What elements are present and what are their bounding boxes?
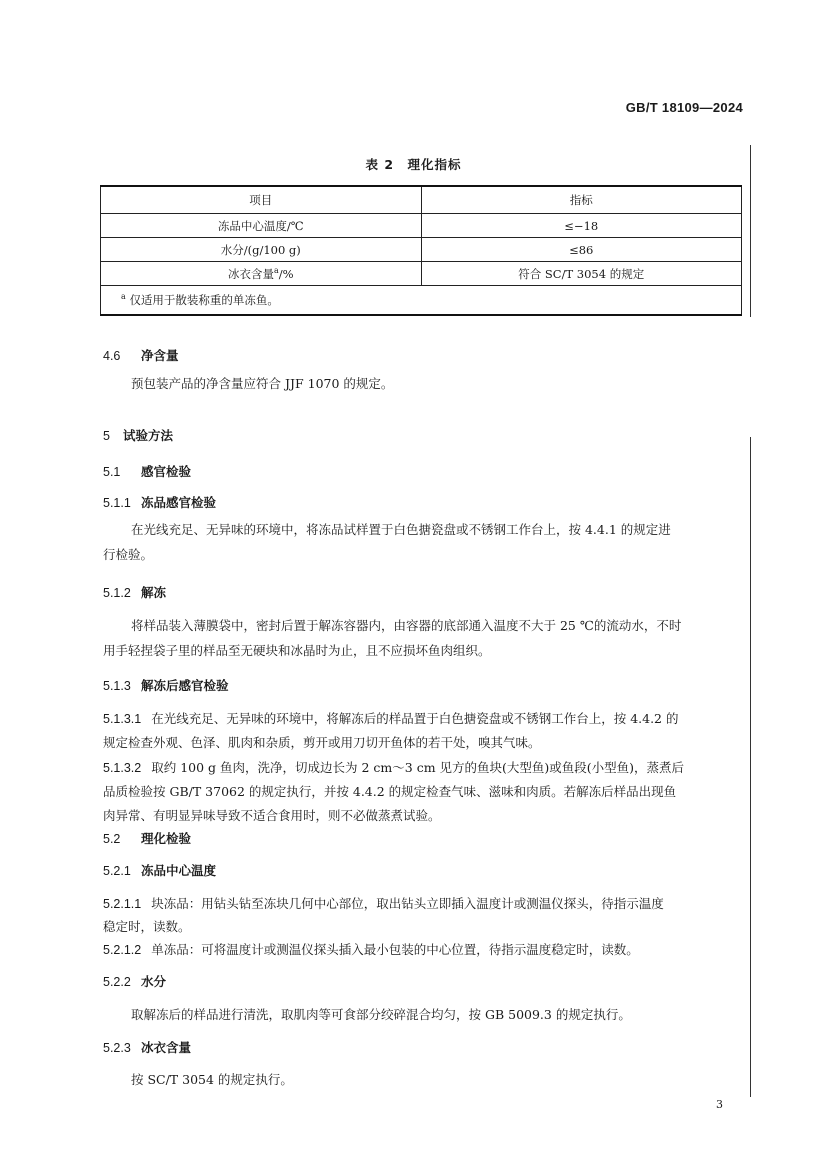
table-row: [101, 238, 742, 262]
spec-table: [100, 185, 742, 316]
table-row: [101, 214, 742, 238]
paragraph-line: [103, 892, 743, 916]
section-number: 5.1.2: [103, 586, 131, 600]
section-heading: [103, 346, 179, 364]
footnote-text: 仅适用于散装称重的单冻鱼。: [129, 293, 279, 307]
section-title: 冻品中心温度: [141, 863, 217, 878]
cell-value: ≤−18: [421, 214, 742, 238]
clause-number: 5.1.3.2: [103, 761, 142, 775]
section-heading: [103, 861, 216, 879]
table-title: 表 2 理化指标: [365, 157, 462, 172]
paragraph: 取解冻后的样品进行清洗，取肌肉等可食部分绞碎混合均匀，按 GB 5009.3 的规定执行。: [131, 1007, 631, 1022]
standard-code: GB/T 18109—2024: [625, 100, 743, 115]
section-heading: [103, 426, 173, 444]
paragraph-line: [103, 707, 743, 731]
clause-number: 5.1.3.1: [103, 712, 142, 726]
section-number: 5.2.3: [103, 1041, 131, 1055]
paragraph: 预包装产品的净含量应符合 JJF 1070 的规定。: [131, 376, 394, 391]
footnote-mark: a: [121, 292, 126, 302]
cell-item: 水分/(g/100 g): [101, 238, 422, 262]
table-row: [101, 262, 742, 286]
clause-number: 5.2.1.2: [103, 943, 142, 957]
table-footnote: [101, 286, 742, 316]
clause-text: 取约 100 g 鱼肉，洗净，切成边长为 2 cm～3 cm 见方的鱼块(大型鱼)或鱼段(小型鱼)，蒸煮后: [151, 760, 685, 775]
section-title: 净含量: [141, 348, 179, 363]
section-title: 理化检验: [141, 831, 192, 846]
clause-text: 单冻品：可将温度计或测温仪探头插入最小包装的中心位置，待指示温度稳定时，读数。: [151, 942, 639, 957]
section-number: 5.2.2: [103, 975, 131, 989]
paragraph-line: 用手轻捏袋子里的样品至无硬块和冰晶时为止，且不应损坏鱼肉组织。: [103, 643, 491, 658]
section-heading: [103, 583, 166, 601]
section-number: 5: [103, 429, 110, 443]
paragraph-line: [103, 938, 743, 962]
section-title: 解冻后感官检验: [141, 678, 229, 693]
paragraph: 按 SC/T 3054 的规定执行。: [131, 1072, 293, 1087]
section-title: 解冻: [141, 585, 167, 600]
section-title: 感官检验: [141, 464, 192, 479]
paragraph-line: 稳定时，读数。: [103, 919, 191, 934]
section-number: 5.1.1: [103, 496, 131, 510]
cell-item: 冻品中心温度/℃: [101, 214, 422, 238]
cell-value: 符合 SC/T 3054 的规定: [421, 262, 742, 286]
paragraph-line: [103, 756, 743, 780]
paragraph-line: 品质检验按 GB/T 37062 的规定执行，并按 4.4.2 的规定检查气味、滋味和肉质。若解冻后样品出现鱼: [103, 784, 677, 799]
footnote-ref: a: [273, 265, 279, 275]
column-header-value: 指标: [421, 186, 742, 214]
cell-value: ≤86: [421, 238, 742, 262]
cell-item-text: 冰衣含量: [227, 266, 274, 281]
clause-number: 5.2.1.1: [103, 897, 142, 911]
section-title: 水分: [141, 974, 167, 989]
column-header-item: 项目: [101, 186, 422, 214]
section-heading: [103, 972, 166, 990]
cell-item-unit: /%: [278, 266, 294, 281]
section-heading: [103, 676, 229, 694]
section-number: 4.6: [103, 349, 121, 363]
paragraph-line: 将样品装入薄膜袋中，密封后置于解冻容器内，由容器的底部通入温度不大于 25 ℃的流动水，不时: [131, 618, 682, 633]
section-number: 5.1: [103, 465, 121, 479]
section-heading: [103, 1038, 191, 1056]
section-heading: [103, 829, 191, 847]
section-title: 试验方法: [123, 428, 174, 443]
cell-item: [101, 262, 422, 286]
section-number: 5.1.3: [103, 679, 131, 693]
section-title: 冻品感官检验: [141, 495, 217, 510]
page-number: 3: [716, 1098, 723, 1111]
paragraph-line: 在光线充足、无异味的环境中，将冻品试样置于白色搪瓷盘或不锈钢工作台上，按 4.4.1 的规定进: [131, 522, 671, 537]
paragraph-line: 肉异常、有明显异味导致不适合食用时，则不必做蒸煮试验。: [103, 808, 441, 823]
section-number: 5.2: [103, 832, 121, 846]
section-heading: [103, 462, 191, 480]
section-number: 5.2.1: [103, 864, 131, 878]
clause-text: 块冻品：用钻头钻至冻块几何中心部位，取出钻头立即插入温度计或测温仪探头，待指示温度: [151, 896, 664, 911]
section-heading: [103, 493, 216, 511]
clause-text: 在光线充足、无异味的环境中，将解冻后的样品置于白色搪瓷盘或不锈钢工作台上，按 4.4.2 的: [151, 711, 679, 726]
paragraph-line: 规定检查外观、色泽、肌肉和杂质，剪开或用刀切开鱼体的若干处，嗅其气味。: [103, 735, 541, 750]
paragraph-line: 行检验。: [103, 547, 154, 562]
table-header-row: [101, 186, 742, 214]
section-title: 冰衣含量: [141, 1040, 192, 1055]
table-footnote-row: [101, 286, 742, 316]
